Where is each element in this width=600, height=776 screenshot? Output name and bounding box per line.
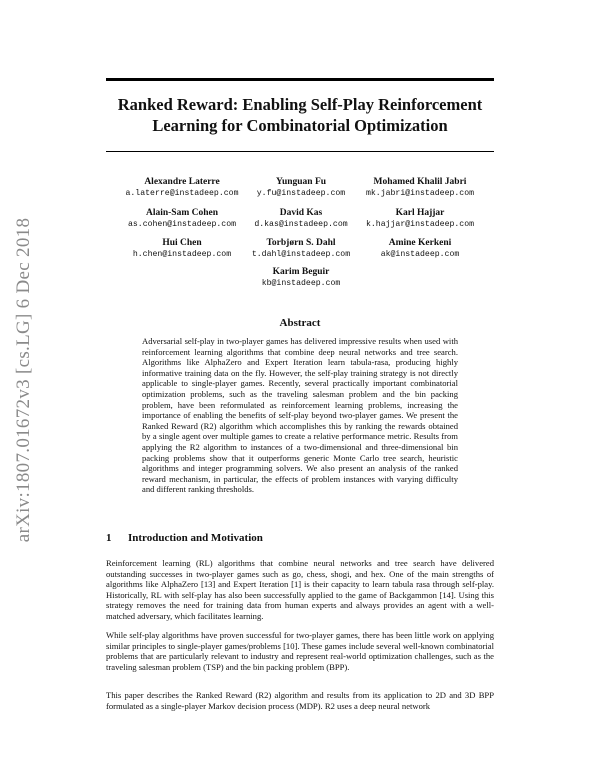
- author-email: kb@instadeep.com: [261, 279, 341, 288]
- title-top-rule: [106, 78, 494, 81]
- author-name: David Kas: [279, 208, 323, 218]
- paper-title: Ranked Reward: Enabling Self-Play Reinforcement Learning for Combinatorial Optimization: [117, 95, 483, 135]
- author-email: ak@instadeep.com: [380, 250, 460, 259]
- author-email: a.laterre@instadeep.com: [125, 189, 239, 198]
- author-name: Karl Hajjar: [395, 208, 445, 218]
- author-name: Alexandre Laterre: [144, 177, 220, 187]
- author-block: [345, 237, 495, 260]
- author-email: t.dahl@instadeep.com: [251, 250, 351, 259]
- abstract-heading: Abstract: [279, 317, 321, 329]
- author-name: Amine Kerkeni: [388, 238, 452, 248]
- section-number: 1: [106, 532, 112, 544]
- author-name: Karim Beguir: [272, 267, 330, 277]
- arxiv-identifier: [4, 210, 44, 550]
- author-name: Yunguan Fu: [275, 177, 327, 187]
- author-email: d.kas@instadeep.com: [254, 220, 348, 229]
- author-email: mk.jabri@instadeep.com: [365, 189, 475, 198]
- author-name: Alain-Sam Cohen: [145, 208, 219, 218]
- author-block: [345, 176, 495, 199]
- author-name: Mohamed Khalil Jabri: [373, 177, 467, 187]
- author-name: Hui Chen: [162, 238, 202, 248]
- body-paragraph: While self-play algorithms have proven successful for two-player games, there has been little work on applying similar principles to single-player games/problems [10]. These games include several well-known combinatorial problems that are particularly relevant to industry and represent real-world optimization challenges, such as the traveling salesman problem (TSP) and the bin packing problem (BPP).: [106, 630, 494, 672]
- arxiv-id-text: arXiv:1807.01672v3 [cs.LG] 6 Dec 2018: [13, 217, 34, 543]
- author-email: k.hajjar@instadeep.com: [365, 220, 475, 229]
- author-email: as.cohen@instadeep.com: [127, 220, 237, 229]
- section-title: Introduction and Motivation: [128, 532, 263, 544]
- title-bottom-rule: [106, 151, 494, 152]
- body-paragraph: This paper describes the Ranked Reward (R2) algorithm and results from its application to 2D and 3D BPP formulated as a single-player Markov decision process (MDP). R2 uses a deep neural network: [106, 690, 494, 711]
- author-email: h.chen@instadeep.com: [132, 250, 232, 259]
- author-block: [226, 266, 376, 289]
- abstract-text: Adversarial self-play in two-player games has delivered impressive results when used with reinforcement learning algorithms that combine deep neural networks and tree search. Algorithms like AlphaZero and Expert Iteration learn tabula-rasa, producing highly informative training data on the fly. However, the self-play training strategy is not directly applicable to single-player games. Recently, several practically important combinatorial optimization problems, such as the traveling salesman problem and the bin packing problem, have been reformulated as reinforcement learning problems, increasing the importance of enabling the benefits of self-play beyond two-player games. We present the Ranked Reward (R2) algorithm which accomplishes this by ranking the rewards obtained by a single agent over multiple games to create a relative performance metric. Results from applying the R2 algorithm to instances of a two-dimensional and three-dimensional bin packing problems show that it outperforms generic Monte Carlo tree search, heuristic algorithms and integer programming solvers. We also present an analysis of the ranked reward mechanism, in particular, the effects of problem instances with varying difficulty and different ranking thresholds.: [142, 336, 458, 495]
- body-paragraph: Reinforcement learning (RL) algorithms that combine neural networks and tree search have delivered outstanding successes in two-player games such as go, chess, shogi, and hex. One of the main strengths of algorithms like AlphaZero [13] and Expert Iteration [1] is their capacity to learn tabula rasa through self-play. Historically, RL with self-play has also been successfully applied to the game of Backgammon [14]. Using this strategy removes the need for training data from human experts and always provides an agent with a well-matched adversary, which facilitates learning.: [106, 558, 494, 621]
- author-email: y.fu@instadeep.com: [256, 189, 346, 198]
- author-name: Torbjørn S. Dahl: [266, 238, 336, 248]
- author-block: [345, 207, 495, 230]
- section-heading: [106, 532, 263, 544]
